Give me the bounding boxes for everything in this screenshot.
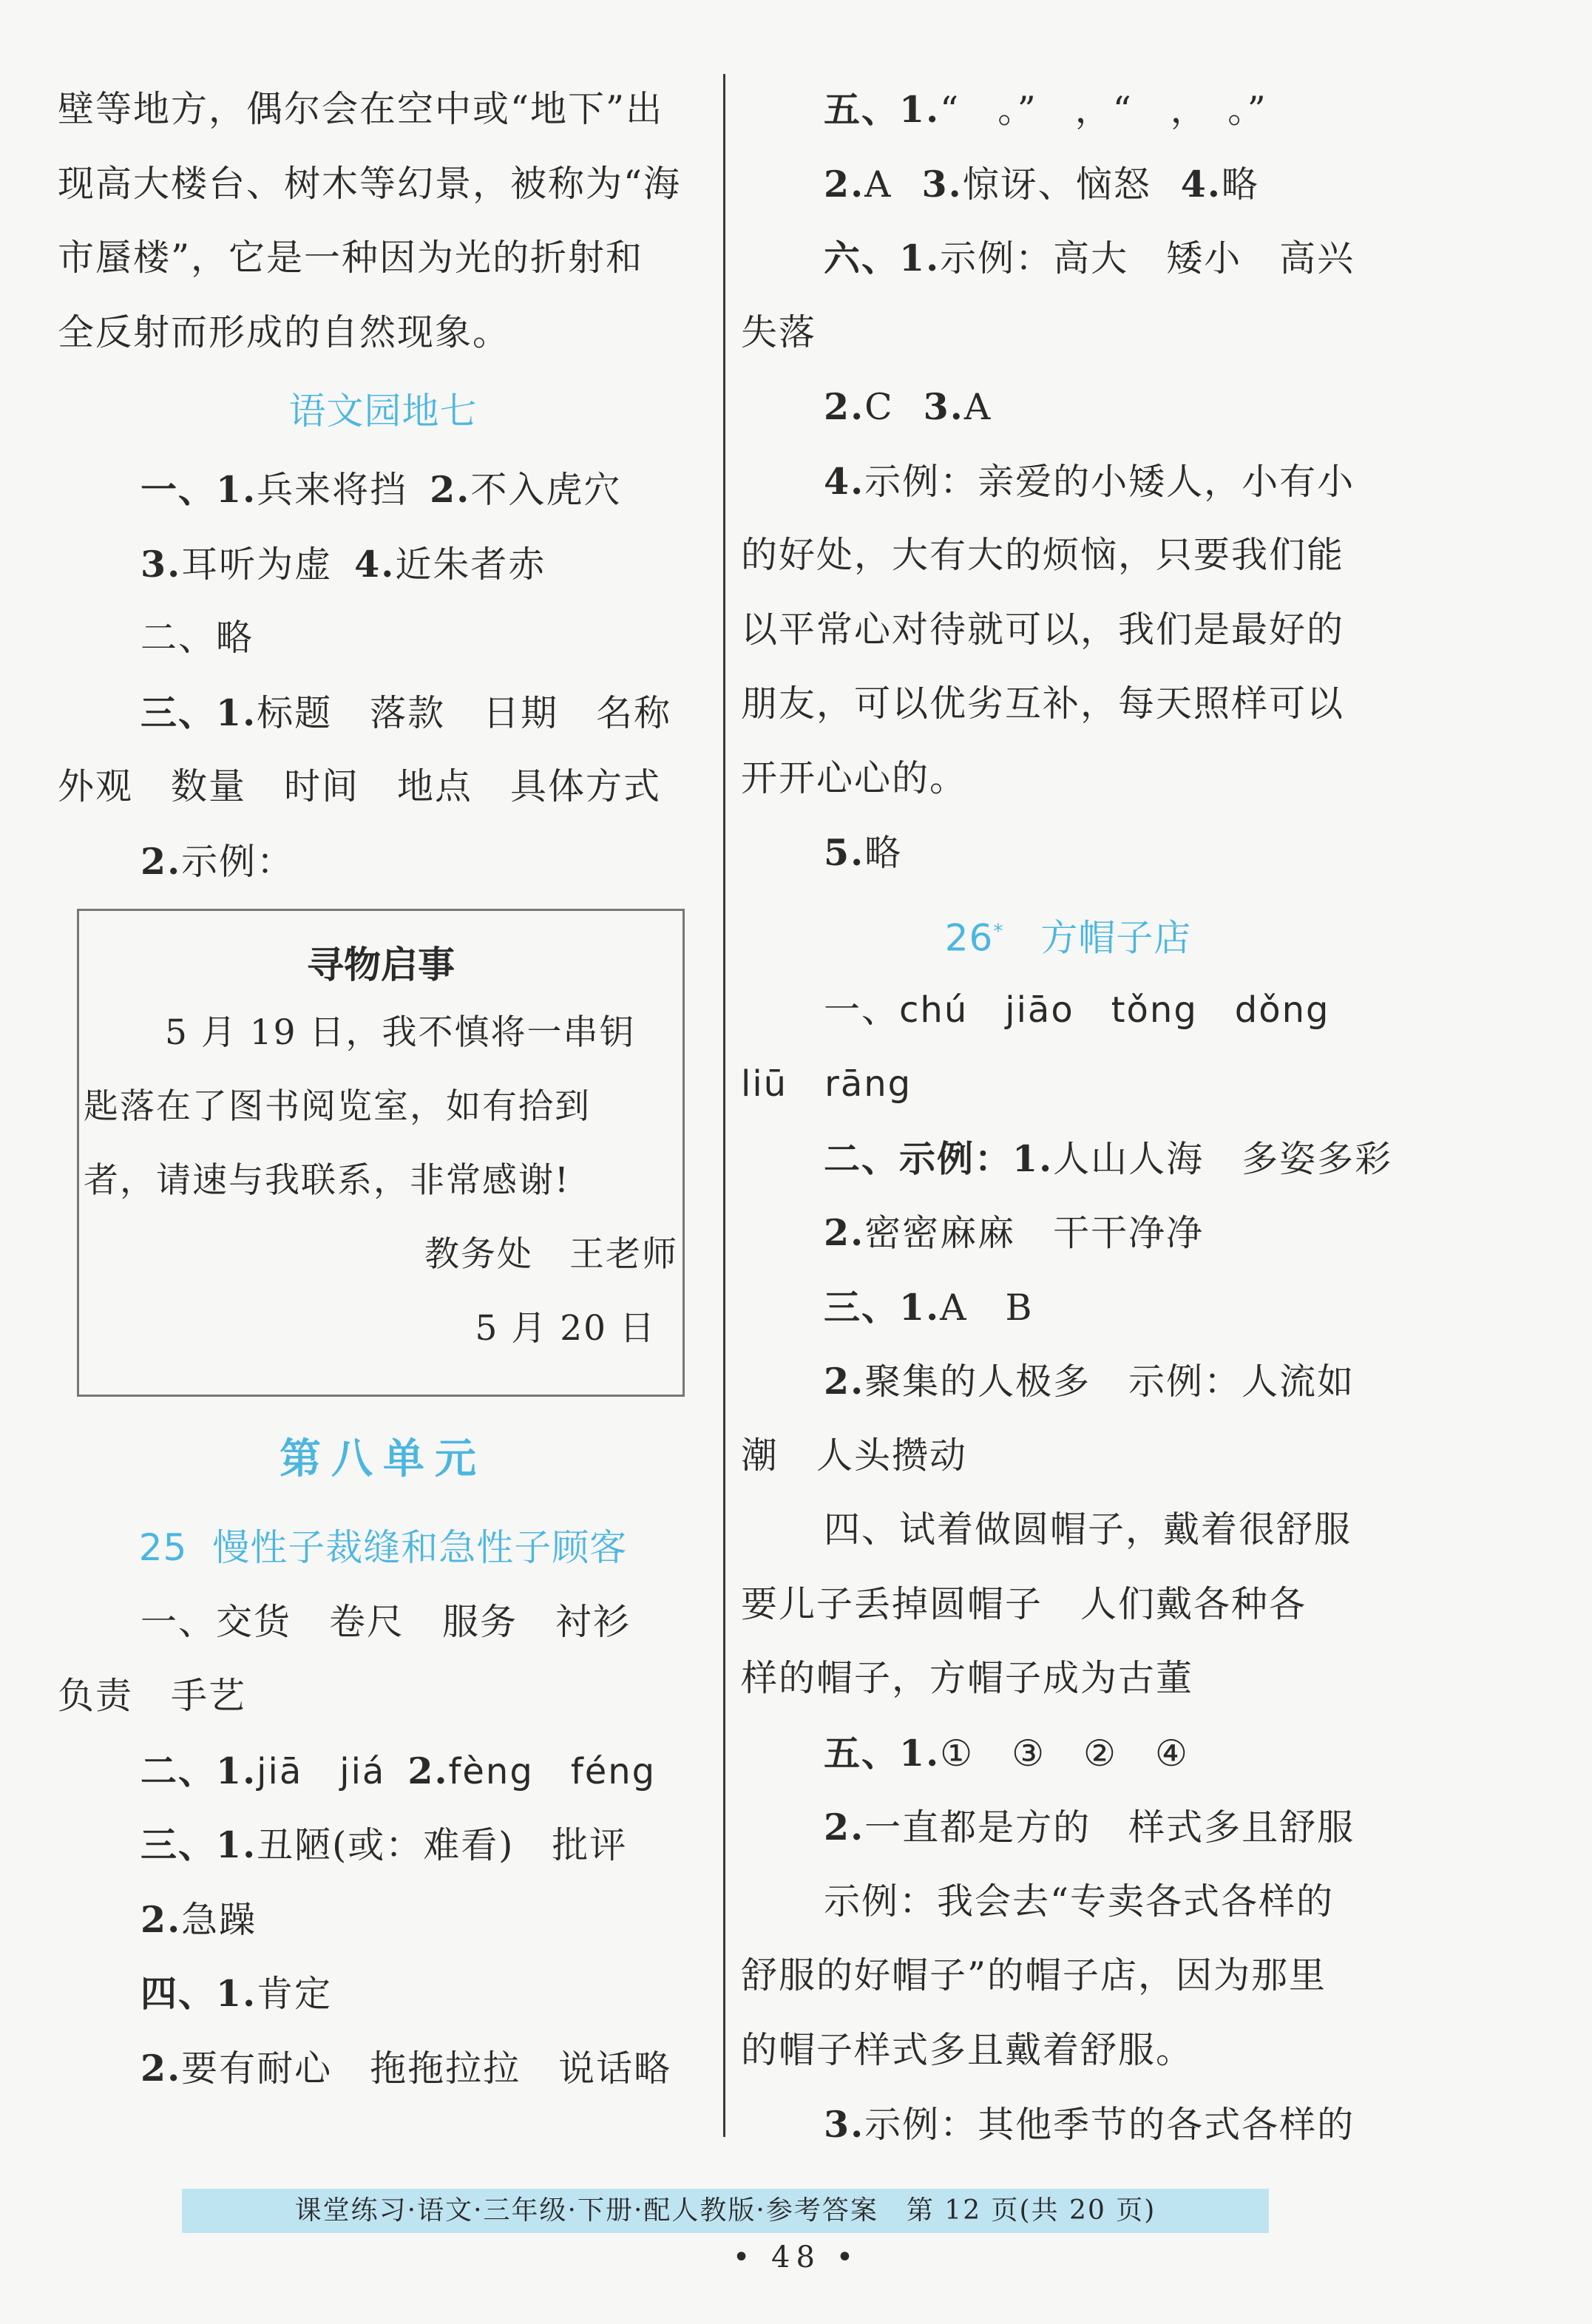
item-number: 4. [1180,162,1222,206]
answer-text: 人山人海 多姿多彩 [1053,1137,1393,1180]
answer-line: 失落 [741,311,817,353]
text-line: 市蜃楼”，它是一种因为光的折射和 [58,237,644,279]
answer-text: 一、 [824,988,900,1031]
notice-line: 者，请速与我联系，非常感谢! [84,1160,570,1201]
answer-line: 示例：我会去“专卖各式各样的 [824,1880,1335,1922]
answer-text: 略 [1221,163,1259,206]
answer-line: 一、交货 卷尺 服务 衬衫 [140,1600,631,1643]
lesson-number: 26 [944,916,994,960]
answer-text: 急躁 [181,1898,257,1941]
item-number: 3. [921,162,963,206]
item-number: 五、1. [824,88,941,131]
answer-line [58,676,708,751]
item-number: 2. [824,1360,865,1403]
answer-line [741,1196,1395,1270]
item-number: 2. [824,385,865,428]
notice-title: 寻物启事 [307,943,455,986]
answer-text: 密密麻麻 干干净净 [864,1212,1205,1254]
answer-line: 舒服的好帽子”的帽子店，因为那里 [741,1954,1327,1996]
item-number: 2. [407,1749,449,1792]
left-column [58,72,708,2105]
notice-line: 5 月 19 日，我不慎将一串钥 [165,1012,636,1053]
answer-line: 朋友，可以优劣互补，每天照样可以 [741,682,1345,725]
answer-text: 近朱者赤 [395,543,546,586]
answer-line [741,1344,1395,1419]
answer-text: 略 [864,832,903,874]
item-number: 4. [824,459,865,503]
answer-line [58,1883,708,1957]
item-number: 2. [824,1806,865,1849]
right-column [741,72,1395,2162]
answer-text: A [864,163,892,206]
answer-text: 示例：高大 矮小 高兴 [940,237,1355,280]
answer-text: 聚集的人极多 示例：人流如 [864,1361,1355,1403]
item-number: 三、1. [140,1823,257,1866]
answer-line [58,527,708,602]
answer-line [741,1790,1395,1865]
lesson-title: 慢性子裁缝和急性子顾客 [212,1526,628,1569]
notice-date: 5 月 20 日 [475,1308,656,1349]
answer-text: 肯定 [257,1973,333,2015]
answer-text: ① ③ ② ④ [940,1732,1189,1775]
lesson-heading-26 [741,890,1395,973]
answer-text: 丑陋(或：难看) 批评 [257,1824,628,1866]
answer-line [741,973,1395,1048]
answer-text: C [864,386,894,428]
answer-text: 一直都是方的 样式多且舒服 [864,1806,1355,1849]
answer-line [58,1734,708,1809]
answer-text: 耳听为虚 [181,543,333,586]
answer-text: 要有耐心 拖拖拉拉 说话略 [181,2047,672,2090]
item-number: 3. [923,385,964,428]
lesson-number: 25 [138,1526,188,1569]
answer-text: 示例：其他季节的各式各样的 [864,2104,1355,2146]
notice-signature: 教务处 王老师 [424,1234,678,1275]
text-line: 壁等地方，偶尔会在空中或“地下”出 [58,88,664,130]
item-number: 2. [824,1211,865,1254]
answer-line [741,221,1395,296]
item-number: 2. [140,1897,182,1941]
item-number: 三、1. [824,1285,941,1329]
answer-line [741,147,1395,222]
answer-line: 四、试着做圆帽子，戴着很舒服 [824,1508,1352,1551]
answer-line [741,1122,1395,1196]
answer-text: 惊讶、恼怒 [962,163,1151,206]
answer-text: 不入虎穴 [470,469,622,511]
answer-line: 开开心心的。 [741,756,968,799]
item-number: 二、示例：1. [824,1136,1054,1180]
answer-line [741,370,1395,444]
answer-line: 以平常心对待就可以，我们是最好的 [741,608,1345,651]
section-heading-garden: 语文园地七 [288,390,478,433]
answer-line: 的好处，大有大的烦恼，只要我们能 [741,534,1345,576]
answer-text: 标题 落款 日期 名称 [257,691,672,734]
answer-line [741,2087,1395,2162]
item-number: 四、1. [140,1972,257,2015]
item-number: 三、1. [140,691,257,734]
answer-line: 负责 手艺 [58,1675,247,1717]
item-number: 2. [140,2046,182,2090]
unit-title: 第八单元 [280,1434,487,1483]
optional-lesson-mark: * [993,920,1004,943]
answer-text: A B [940,1286,1034,1329]
item-number: 2. [140,839,182,883]
item-number: 五、1. [824,1731,941,1775]
item-number: 4. [354,542,396,586]
answer-line: 样的帽子，方帽子成为古董 [741,1657,1194,1699]
answer-text: 示例：亲爱的小矮人，小有小 [864,460,1355,503]
answer-text: “ 。” ，“ ， 。” [940,89,1267,131]
item-number: 一、1. [140,468,257,511]
item-number: 2. [824,162,865,206]
item-number: 六、1. [824,237,941,280]
pinyin-text: fèng féng [448,1750,657,1792]
lesson-heading-25 [58,1511,708,1585]
lost-item-notice-box [77,909,685,1397]
lesson-title: 方帽子店 [1040,916,1192,960]
answer-text: 示例： [181,840,295,883]
answer-line: 的帽子样式多且戴着舒服。 [741,2028,1194,2071]
answer-line [741,444,1395,519]
footer-caption: 课堂练习·语文·三年级·下册·配人教版·参考答案 第 12 页(共 20 页) [294,2195,1156,2226]
answer-line [741,1716,1395,1791]
text-line: 现高大楼台、树木等幻景，被称为“海 [58,162,682,205]
page-number: • 48 • [732,2240,860,2274]
answer-line [741,72,1395,147]
answer-line [58,1957,708,2031]
answer-text: A [963,386,992,428]
item-number: 3. [824,2103,865,2146]
pinyin-text: chú jiāo tǒng dǒng [899,989,1330,1031]
answer-line: 外观 数量 时间 地点 具体方式 [58,765,662,807]
text-line: 全反射而形成的自然现象。 [58,311,511,353]
answer-line [58,824,708,899]
answer-line [58,2031,708,2106]
item-number: 2. [430,468,471,511]
item-number: 5. [824,831,865,874]
item-number: 二、1. [140,1749,257,1792]
column-divider [723,74,725,2137]
answer-line [741,1270,1395,1345]
pinyin-text: jiā jiá [257,1750,386,1792]
pinyin-line: liū rāng [741,1063,912,1105]
item-number: 3. [140,542,182,586]
answer-text: 兵来将挡 [257,469,408,511]
notice-line: 匙落在了图书阅览室，如有拾到 [84,1086,591,1127]
answer-line: 二、略 [140,617,254,659]
answer-line [58,1808,708,1883]
answer-line: 要儿子丢掉圆帽子 人们戴各种各 [741,1582,1307,1625]
answer-line [58,453,708,527]
answer-line: 潮 人头攒动 [741,1434,968,1477]
answer-line [741,816,1395,890]
